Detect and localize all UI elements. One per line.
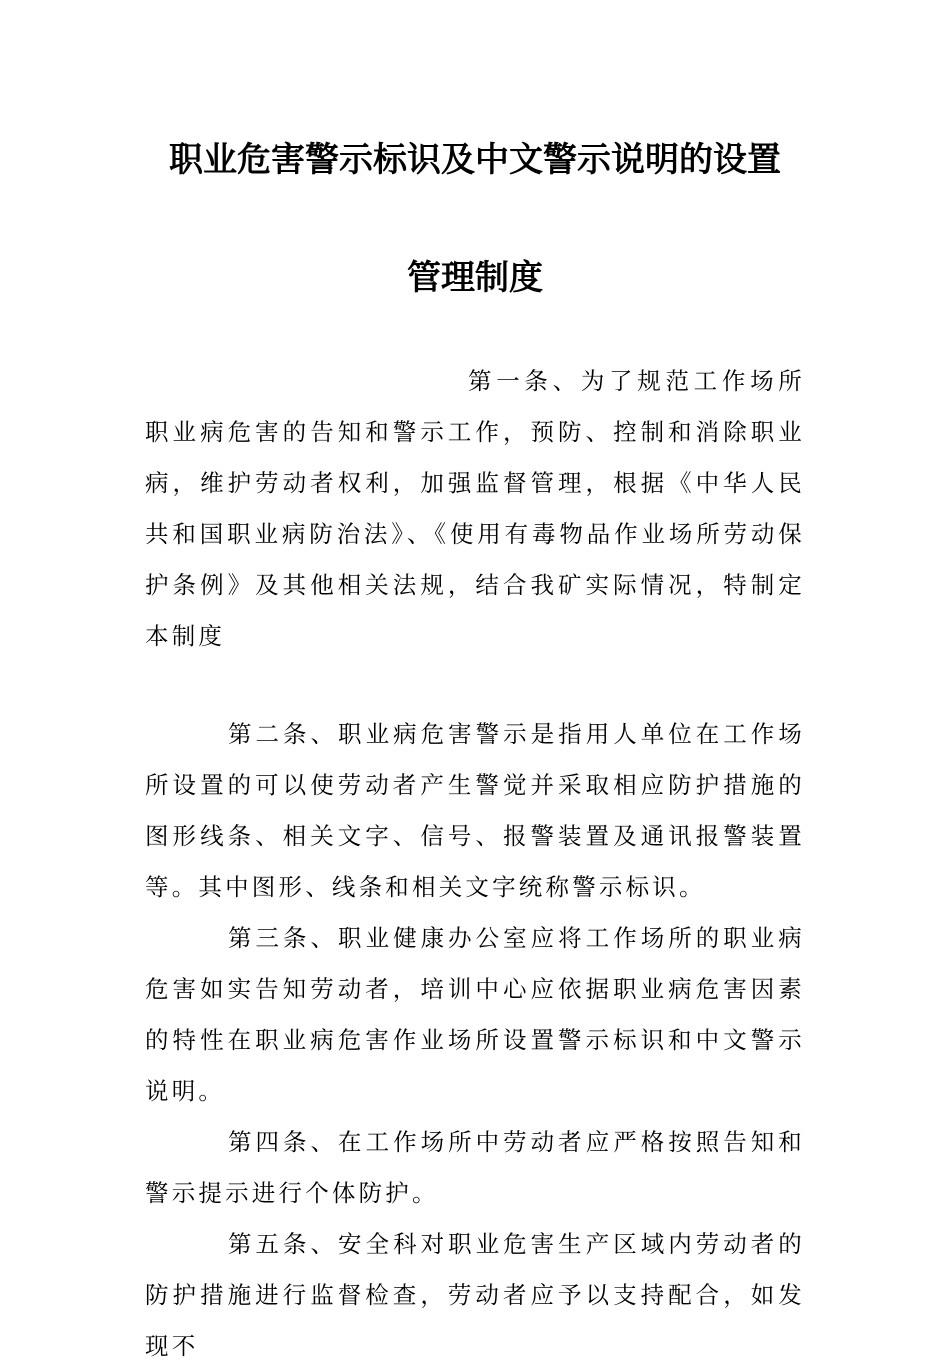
paragraph-spacer <box>145 662 805 709</box>
document-body <box>145 356 805 1372</box>
article-5-paragraph: 第五条、安全科对职业危害生产区域内劳动者的防护措施进行监督检查，劳动者应予以支持配合，如发现不 <box>145 1230 805 1360</box>
document-title-line-2: 管理制度 <box>407 258 543 298</box>
document-title-line-1: 职业危害警示标识及中文警示说明的设置 <box>169 140 781 180</box>
article-2-paragraph: 第二条、职业病危害警示是指用人单位在工作场所设置的可以使劳动者产生警觉并采取相应防护措施的图形线条、相关文字、信号、报警装置及通讯报警装置等。其中图形、线条和相关文字统称警示标识。 <box>145 720 805 901</box>
article-4-paragraph: 第四条、在工作场所中劳动者应严格按照告知和警示提示进行个体防护。 <box>145 1128 805 1207</box>
article-1-paragraph: 第一条、为了规范工作场所职业病危害的告知和警示工作，预防、控制和消除职业病，维护劳动者权利，加强监督管理，根据《中华人民共和国职业病防治法》、《使用有毒物品作业场所劳动保护条例》及其他相关法规，结合我矿实际情况，特制定本制度 <box>145 367 805 650</box>
article-3-paragraph: 第三条、职业健康办公室应将工作场所的职业病危害如实告知劳动者，培训中心应依据职业病危害因素的特性在职业病危害作业场所设置警示标识和中文警示说明。 <box>145 924 805 1105</box>
